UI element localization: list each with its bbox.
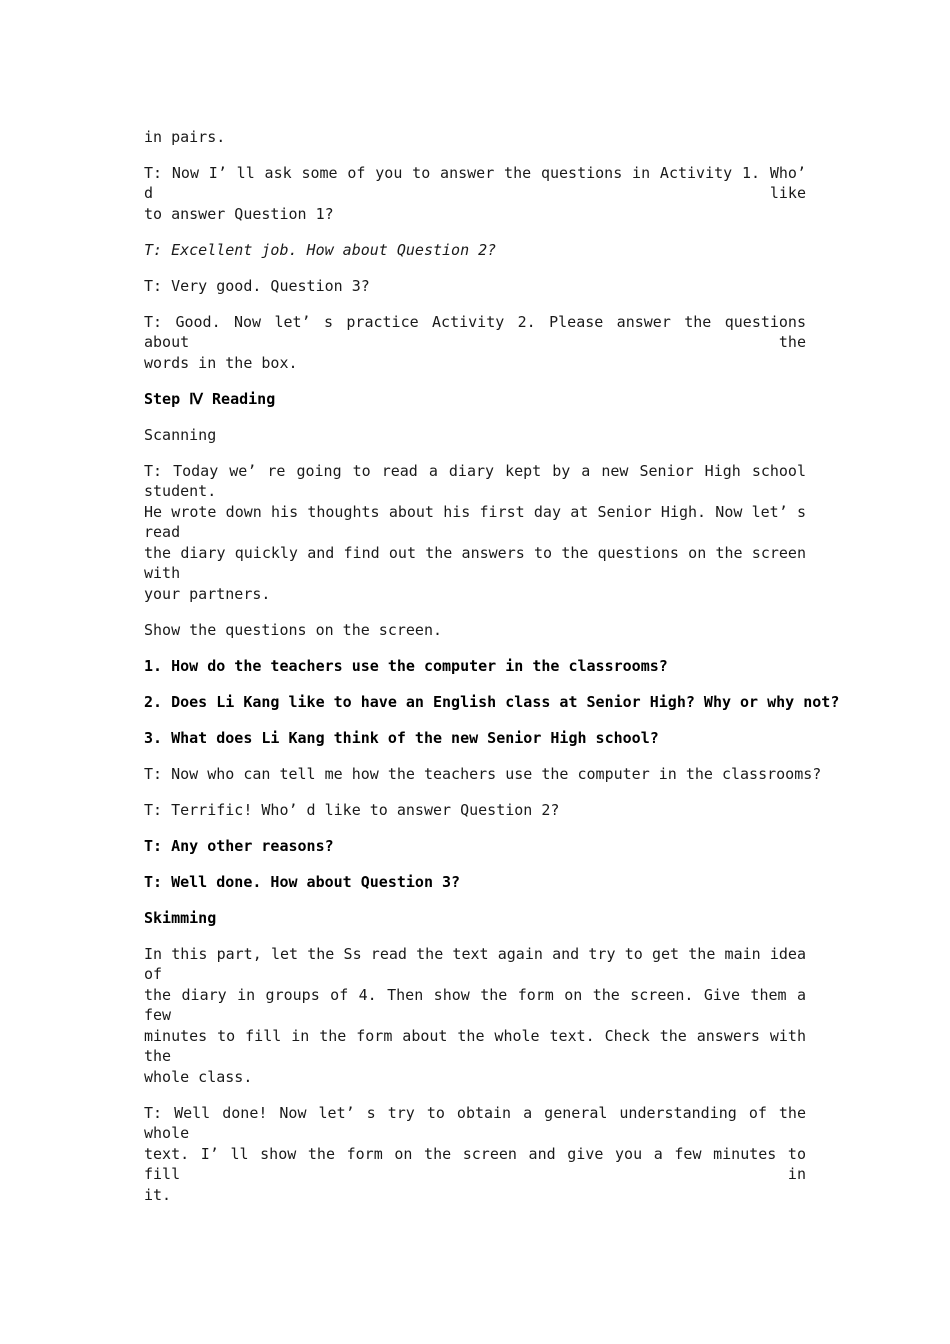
text-line: the diary in groups of 4. Then show the form on the screen. Give them a few — [144, 986, 806, 1024]
question-item: 1. How do the teachers use the computer in the classrooms? — [144, 657, 668, 675]
text-line: in pairs. — [144, 128, 226, 146]
text-line: words in the box. — [144, 354, 298, 372]
text-line: to answer Question 1? — [144, 205, 334, 223]
subheading: Skimming — [144, 909, 217, 927]
text-line: T: Excellent job. How about Question 2? — [144, 241, 497, 259]
text-line: T: Now who can tell me how the teachers use the computer in the classrooms? — [144, 765, 822, 783]
text-line: minutes to fill in the form about the whole text. Check the answers with the — [144, 1027, 806, 1065]
text-line: T: Now I’ ll ask some of you to answer the questions in Activity 1. Who’ d like — [144, 164, 806, 202]
text-line: T: Good. Now let’ s practice Activity 2. Please answer the questions about the — [144, 313, 806, 351]
subheading: Scanning — [144, 426, 217, 444]
section-heading: Step Ⅳ Reading — [144, 390, 276, 408]
text-line: In this part, let the Ss read the text again and try to get the main idea of — [144, 945, 806, 983]
text-line: the diary quickly and find out the answers to the questions on the screen with — [144, 544, 806, 582]
text-line: T: Well done! Now let’ s try to obtain a general understanding of the whole — [144, 1104, 806, 1142]
text-line: T: Very good. Question 3? — [144, 277, 370, 295]
text-line: Show the questions on the screen. — [144, 621, 443, 639]
text-line: text. I’ ll show the form on the screen and give you a few minutes to fill in — [144, 1145, 806, 1183]
text-line: it. — [144, 1186, 172, 1204]
text-line: T: Terrific! Who’ d like to answer Question 2? — [144, 801, 560, 819]
text-line: He wrote down his thoughts about his first day at Senior High. Now let’ s read — [144, 503, 806, 541]
text-line: T: Any other reasons? — [144, 837, 334, 855]
text-line: T: Well done. How about Question 3? — [144, 873, 461, 891]
question-item: 3. What does Li Kang think of the new Senior High school? — [144, 729, 659, 747]
text-line: T: Today we’ re going to read a diary kept by a new Senior High school student. — [144, 462, 806, 500]
text-line: your partners. — [144, 585, 271, 603]
question-item: 2. Does Li Kang like to have an English class at Senior High? Why or why not? — [144, 693, 840, 711]
text-line: whole class. — [144, 1068, 253, 1086]
